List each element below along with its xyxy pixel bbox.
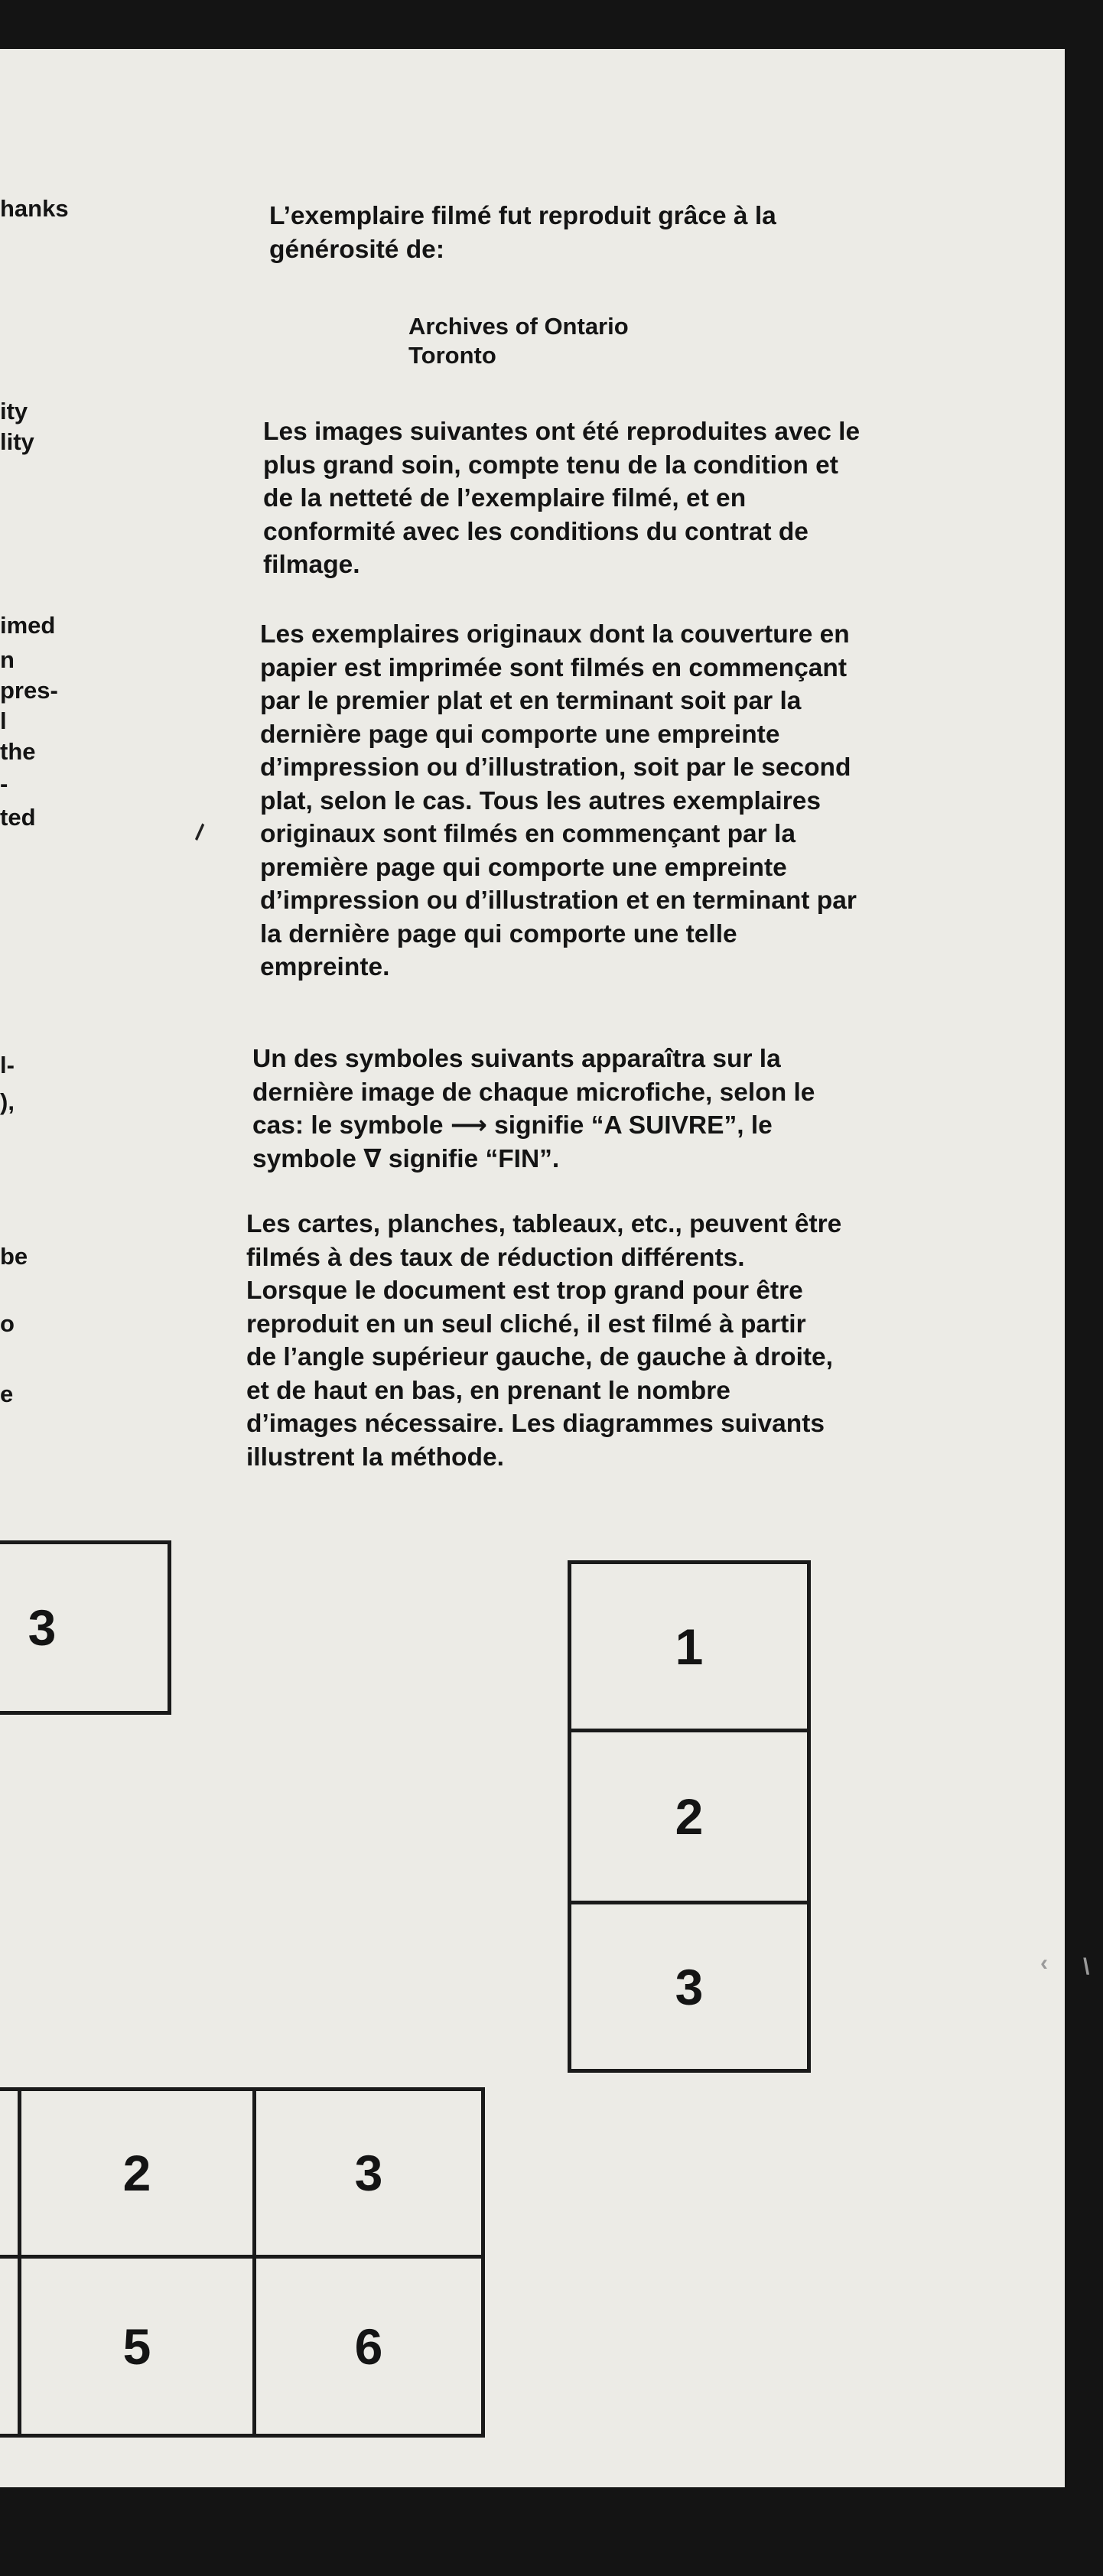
- scan-mark: \: [1083, 1954, 1090, 1979]
- left-fragment: imed: [0, 612, 56, 639]
- paragraph-4: Les cartes, planches, tableaux, etc., peuvent être filmés à des taux de réduction différents. Lorsque le document est trop grand pour être reproduit en un seul cliché, il est filmé à partir de l’angle supérieur gauche, de gauche à droite, et de haut en bas, en prenant le nombre d’images nécessaire. Les diagrammes suivants illustrent la méthode.: [246, 1210, 842, 1472]
- left-fragment: ),: [0, 1088, 15, 1115]
- scan-mark: \: [189, 820, 210, 845]
- diagram-cell: 3: [28, 1599, 57, 1656]
- diagram-cell: 3: [354, 2145, 383, 2201]
- left-fragment: e: [0, 1381, 14, 1407]
- intro-text: L’exemplaire filmé fut reproduit grâce à la générosité de:: [269, 202, 776, 264]
- left-fragment: o: [0, 1310, 15, 1337]
- scanned-page: [0, 49, 1065, 2487]
- diagram-cell: 6: [354, 2317, 383, 2375]
- diagram-vertical-stack: [568, 1560, 811, 2073]
- paragraph-2: Les exemplaires originaux dont la couverture en papier est imprimée sont filmés en commençant par le premier plat et en terminant soit par la dernière page qui comporte une empreinte d’impression ou d’illustration, soit par le second plat, selon le cas. Tous les autres exemplaires originaux sont filmés en commençant par la première page qui comporte une empreinte d’impression ou d’illustration et en terminant par la dernière page qui comporte une telle empreinte.: [260, 620, 857, 981]
- left-fragment: the: [0, 738, 36, 765]
- scan-mark: ‹: [1040, 1950, 1048, 1976]
- diagram-cell: 3: [675, 1958, 704, 2015]
- left-fragment: pres-: [0, 677, 58, 704]
- diagram-cell: 1: [675, 1618, 704, 1675]
- left-fragment: l: [0, 707, 7, 734]
- diagram-cell: 2: [675, 1788, 704, 1845]
- left-fragment: n: [0, 646, 15, 673]
- institution-name: Archives of Ontario Toronto: [408, 313, 629, 369]
- paragraph-3: Un des symboles suivants apparaîtra sur la dernière image de chaque microfiche, selon le cas: le symbole ⟶ signifie “A SUIVRE”, le symbole ∇ signifie “FIN”.: [252, 1045, 815, 1173]
- left-fragment: ted: [0, 804, 36, 831]
- left-fragment: lity: [0, 428, 34, 455]
- left-fragment: ity: [0, 398, 28, 424]
- left-fragment: hanks: [0, 195, 69, 222]
- diagram-cell: 5: [122, 2317, 151, 2375]
- diagram-grid: [0, 2087, 485, 2438]
- left-fragment: l-: [0, 1052, 15, 1078]
- diagram-cell: 2: [122, 2145, 151, 2201]
- paragraph-1: Les images suivantes ont été reproduites avec le plus grand soin, compte tenu de la condition et de la netteté de l’exemplaire filmé, et en conformité avec les conditions du contrat de filmage.: [263, 418, 861, 579]
- left-fragment: be: [0, 1243, 28, 1270]
- left-fragment: -: [0, 770, 8, 797]
- diagram-partial-row: [0, 1540, 171, 1715]
